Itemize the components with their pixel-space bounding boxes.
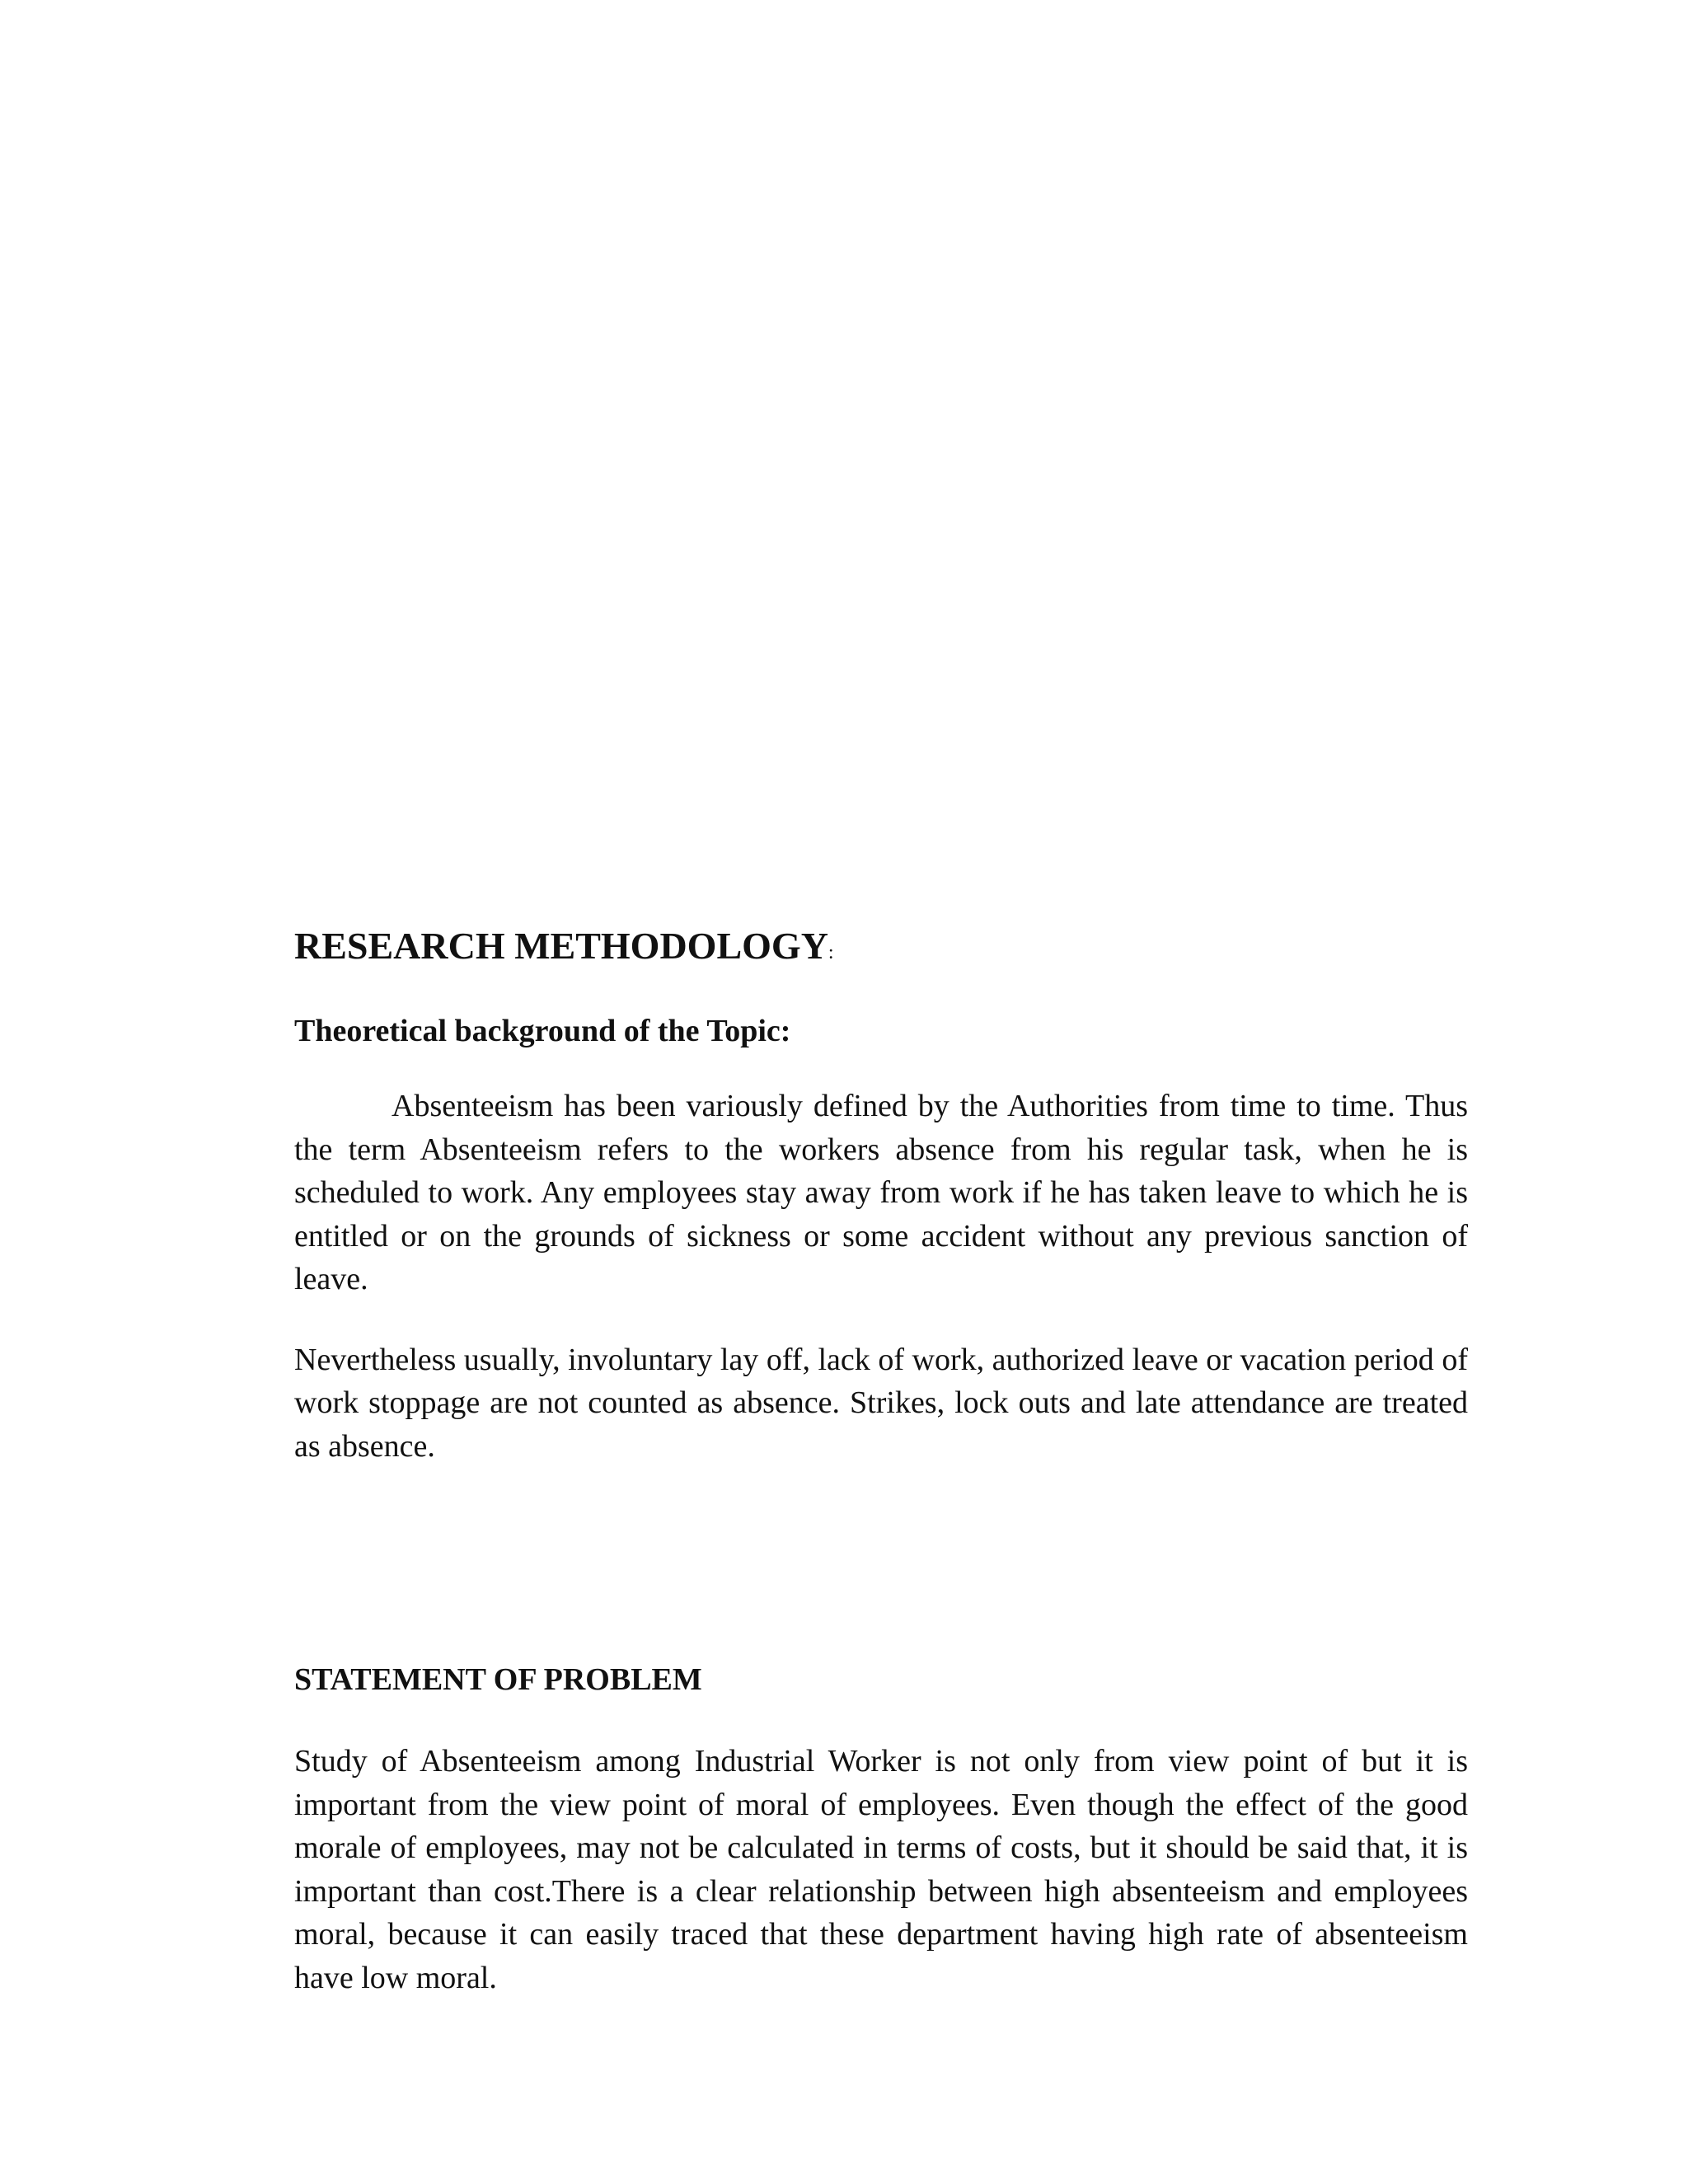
theoretical-background-heading: Theoretical background of the Topic:: [294, 1014, 791, 1048]
document-content: [294, 921, 1468, 1999]
absence-exclusions-paragraph: Nevertheless usually, involuntary lay off, lack of work, authorized leave or vacation period of work stoppage are not counted as absence. Strikes, lock outs and late attendance are treated as absence.: [294, 1342, 1468, 1464]
statement-of-problem-paragraph: Study of Absenteeism among Industrial Worker is not only from view point of but it is important from the view point of moral of employees. Even though the effect of the good morale of employees, may not be calculated in terms of costs, but it should be said that, it is important than cost.There is a clear relationship between high absenteeism and employees moral, because it can easily traced that these department having high rate of absenteeism have low moral.: [294, 1744, 1468, 1995]
research-methodology-colon: :: [828, 942, 834, 963]
research-methodology-heading: [294, 921, 1468, 977]
research-methodology-title: RESEARCH METHODOLOGY: [294, 925, 828, 967]
absenteeism-definition-paragraph: Absenteeism has been variously defined by the Authorities from time to time. Thus the term Absenteeism refers to the workers absence from his regular task, when he is scheduled to work. Any employees stay away from work if he has taken leave to which he is entitled or on the grounds of sickness or some accident without any previous sanction of leave.: [294, 1089, 1468, 1296]
statement-of-problem-heading: STATEMENT OF PROBLEM: [294, 1662, 702, 1697]
